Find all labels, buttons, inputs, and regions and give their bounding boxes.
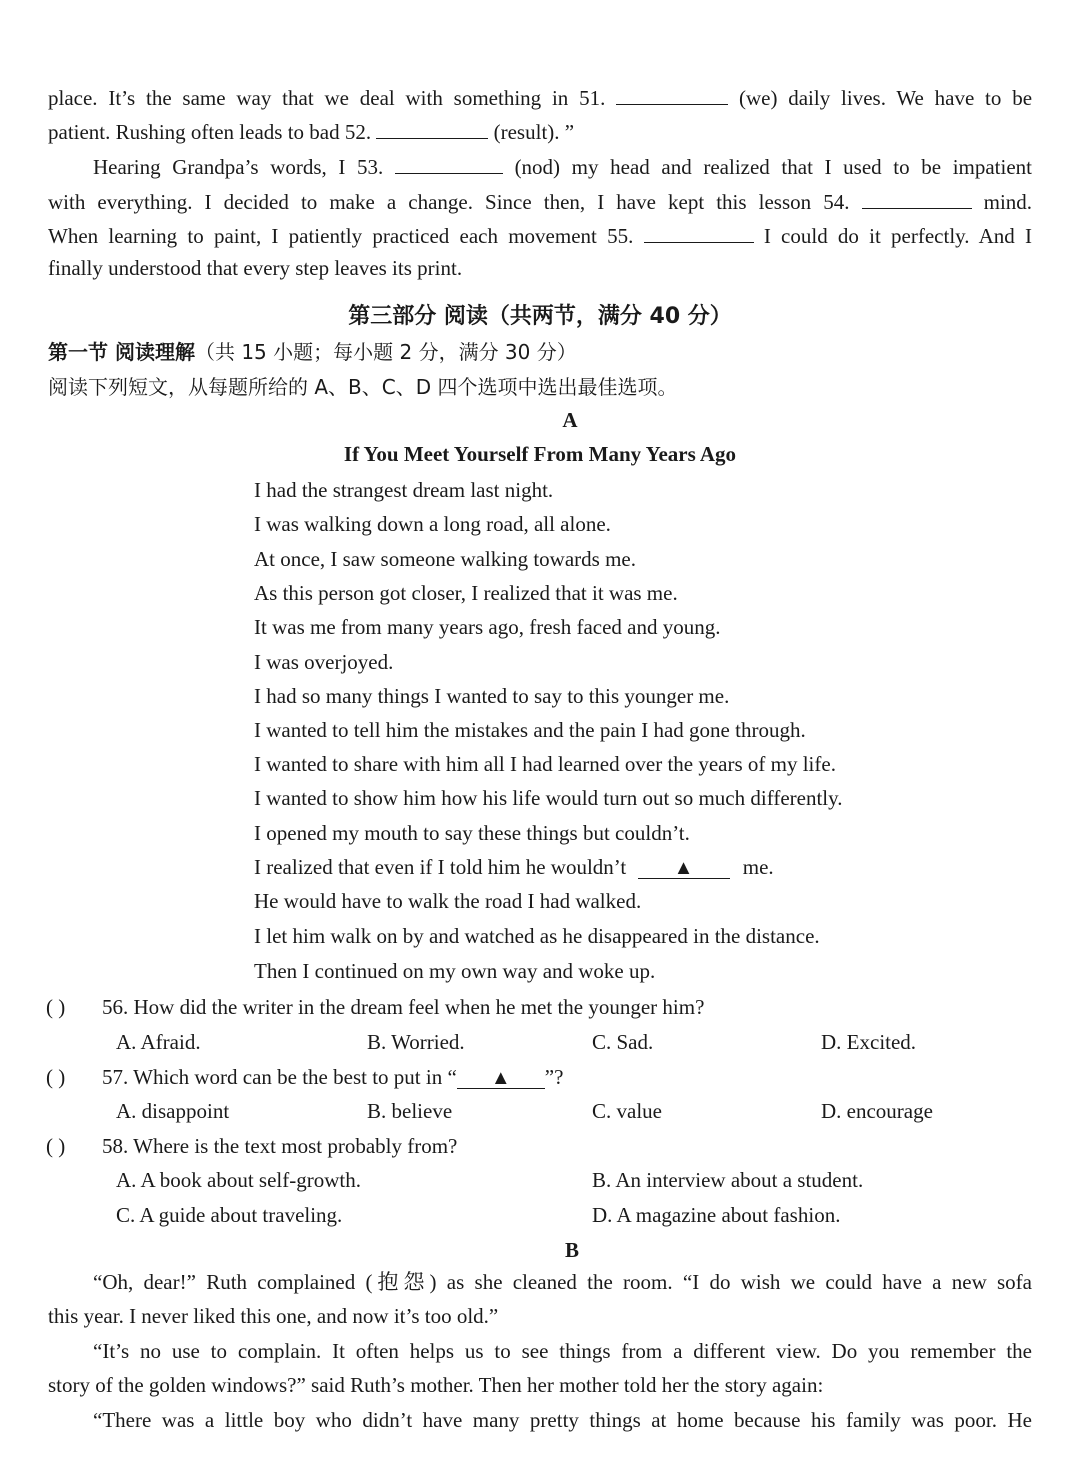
answer-bracket-56[interactable]: ( ) <box>46 995 66 1019</box>
passage-line-2 <box>48 120 574 143</box>
text-segment: (nod) my head and realized that I used to be impatient <box>514 155 1033 179</box>
sub-title-bold: 第一节 阅读理解 <box>48 340 195 364</box>
poem-line: Then I continued on my own way and woke up. <box>254 959 656 983</box>
poem-line: I wanted to tell him the mistakes and the pain I had gone through. <box>254 718 806 742</box>
passage-b-line: this year. I never liked this one, and now it’s too old.” <box>48 1304 499 1328</box>
option-56-d[interactable]: D. Excited. <box>821 1030 917 1054</box>
passage-b-line: story of the golden windows?” said Ruth’s mother. Then her mother told her the story again: <box>48 1373 824 1397</box>
option-57-b[interactable]: B. believe <box>367 1099 453 1123</box>
poem-line-blank <box>254 857 774 879</box>
text-segment: with everything. I decided to make a change. Since then, I have kept this lesson 54. <box>48 190 850 214</box>
passage-line-3 <box>93 155 1032 178</box>
poem-line: He would have to walk the road I had walked. <box>254 889 642 913</box>
text-segment: patient. Rushing often leads to bad 52. <box>48 120 372 144</box>
triangle-blank[interactable] <box>638 858 730 879</box>
passage-b-line: “There was a little boy who didn’t have many pretty things at home because his family was poor. He <box>93 1408 1032 1432</box>
answer-bracket-57[interactable]: ( ) <box>46 1065 66 1089</box>
text-segment: Hearing Grandpa’s words, I 53. <box>93 155 384 179</box>
passage-line-1 <box>48 86 1032 109</box>
poem-line: As this person got closer, I realized that it was me. <box>254 581 678 605</box>
text-segment: mind. <box>983 190 1033 214</box>
triangle-icon: ▲ <box>673 857 694 879</box>
option-56-a[interactable]: A. Afraid. <box>116 1030 201 1054</box>
option-57-d[interactable]: D. encourage <box>821 1099 933 1123</box>
passage-label-a: A <box>562 408 578 432</box>
option-58-c[interactable]: C. A guide about traveling. <box>116 1203 343 1227</box>
option-58-a[interactable]: A. A book about self-growth. <box>116 1168 361 1192</box>
triangle-blank <box>457 1068 545 1089</box>
sub-title <box>48 342 577 362</box>
poem-line: I had the strangest dream last night. <box>254 478 554 502</box>
option-57-c[interactable]: C. value <box>592 1099 662 1123</box>
blank-51[interactable] <box>616 86 728 105</box>
question-58-stem: 58. Where is the text most probably from? <box>102 1134 458 1158</box>
text-segment: ”? <box>544 1065 564 1089</box>
text-segment: (we) daily lives. We have to be <box>738 86 1033 110</box>
blank-52[interactable] <box>376 120 488 139</box>
text-segment: 57. Which word can be the best to put in “ <box>102 1065 457 1089</box>
poem-line: I wanted to share with him all I had learned over the years of my life. <box>254 752 836 776</box>
option-58-b[interactable]: B. An interview about a student. <box>592 1168 864 1192</box>
text-segment: When learning to paint, I patiently practiced each movement 55. <box>48 224 634 248</box>
passage-b-line: “Oh, dear!” Ruth complained (抱怨) as she cleaned the room. “I do wish we could have a new sofa <box>93 1270 1032 1294</box>
passage-b-line: “It’s no use to complain. It often helps us to see things from a different view. Do you remember the <box>93 1339 1032 1363</box>
passage-label-b: B <box>564 1238 579 1262</box>
question-56-stem: 56. How did the writer in the dream feel when he met the younger him? <box>102 995 705 1019</box>
poem-line: I opened my mouth to say these things but couldn’t. <box>254 821 690 845</box>
part-title: 第三部分 阅读（共两节，满分 40 分） <box>348 304 732 329</box>
passage-line-4 <box>48 190 1032 213</box>
option-57-a[interactable]: A. disappoint <box>116 1099 230 1123</box>
poem-line: I let him walk on by and watched as he disappeared in the distance. <box>254 924 820 948</box>
blank-54[interactable] <box>862 190 972 209</box>
poem-line: I was walking down a long road, all alone. <box>254 512 611 536</box>
passage-line-6: finally understood that every step leaves its print. <box>48 256 463 280</box>
blank-55[interactable] <box>644 224 754 243</box>
text-segment: I could do it perfectly. And I <box>763 224 1033 248</box>
question-57-stem <box>102 1067 563 1089</box>
option-56-c[interactable]: C. Sad. <box>592 1030 654 1054</box>
text-segment: me. <box>742 855 774 879</box>
blank-53[interactable] <box>395 155 503 174</box>
instruction: 阅读下列短文，从每题所给的 A、B、C、D 四个选项中选出最佳选项。 <box>48 375 678 399</box>
poem-line: I had so many things I wanted to say to this younger me. <box>254 684 730 708</box>
text-segment: place. It’s the same way that we deal with something in 51. <box>48 86 606 110</box>
poem-line: At once, I saw someone walking towards me. <box>254 547 636 571</box>
sub-title-rest: （共 15 小题；每小题 2 分，满分 30 分） <box>194 340 577 364</box>
text-segment: I realized that even if I told him he wouldn’t <box>254 855 627 879</box>
answer-bracket-58[interactable]: ( ) <box>46 1134 66 1158</box>
poem-line: I was overjoyed. <box>254 650 394 674</box>
poem-line: I wanted to show him how his life would turn out so much differently. <box>254 786 843 810</box>
passage-title: If You Meet Yourself From Many Years Ago <box>343 442 737 466</box>
option-58-d[interactable]: D. A magazine about fashion. <box>592 1203 841 1227</box>
triangle-icon: ▲ <box>490 1067 511 1089</box>
poem-line: It was me from many years ago, fresh faced and young. <box>254 615 721 639</box>
option-56-b[interactable]: B. Worried. <box>367 1030 465 1054</box>
text-segment: (result). ” <box>493 120 575 144</box>
passage-line-5 <box>48 224 1032 247</box>
